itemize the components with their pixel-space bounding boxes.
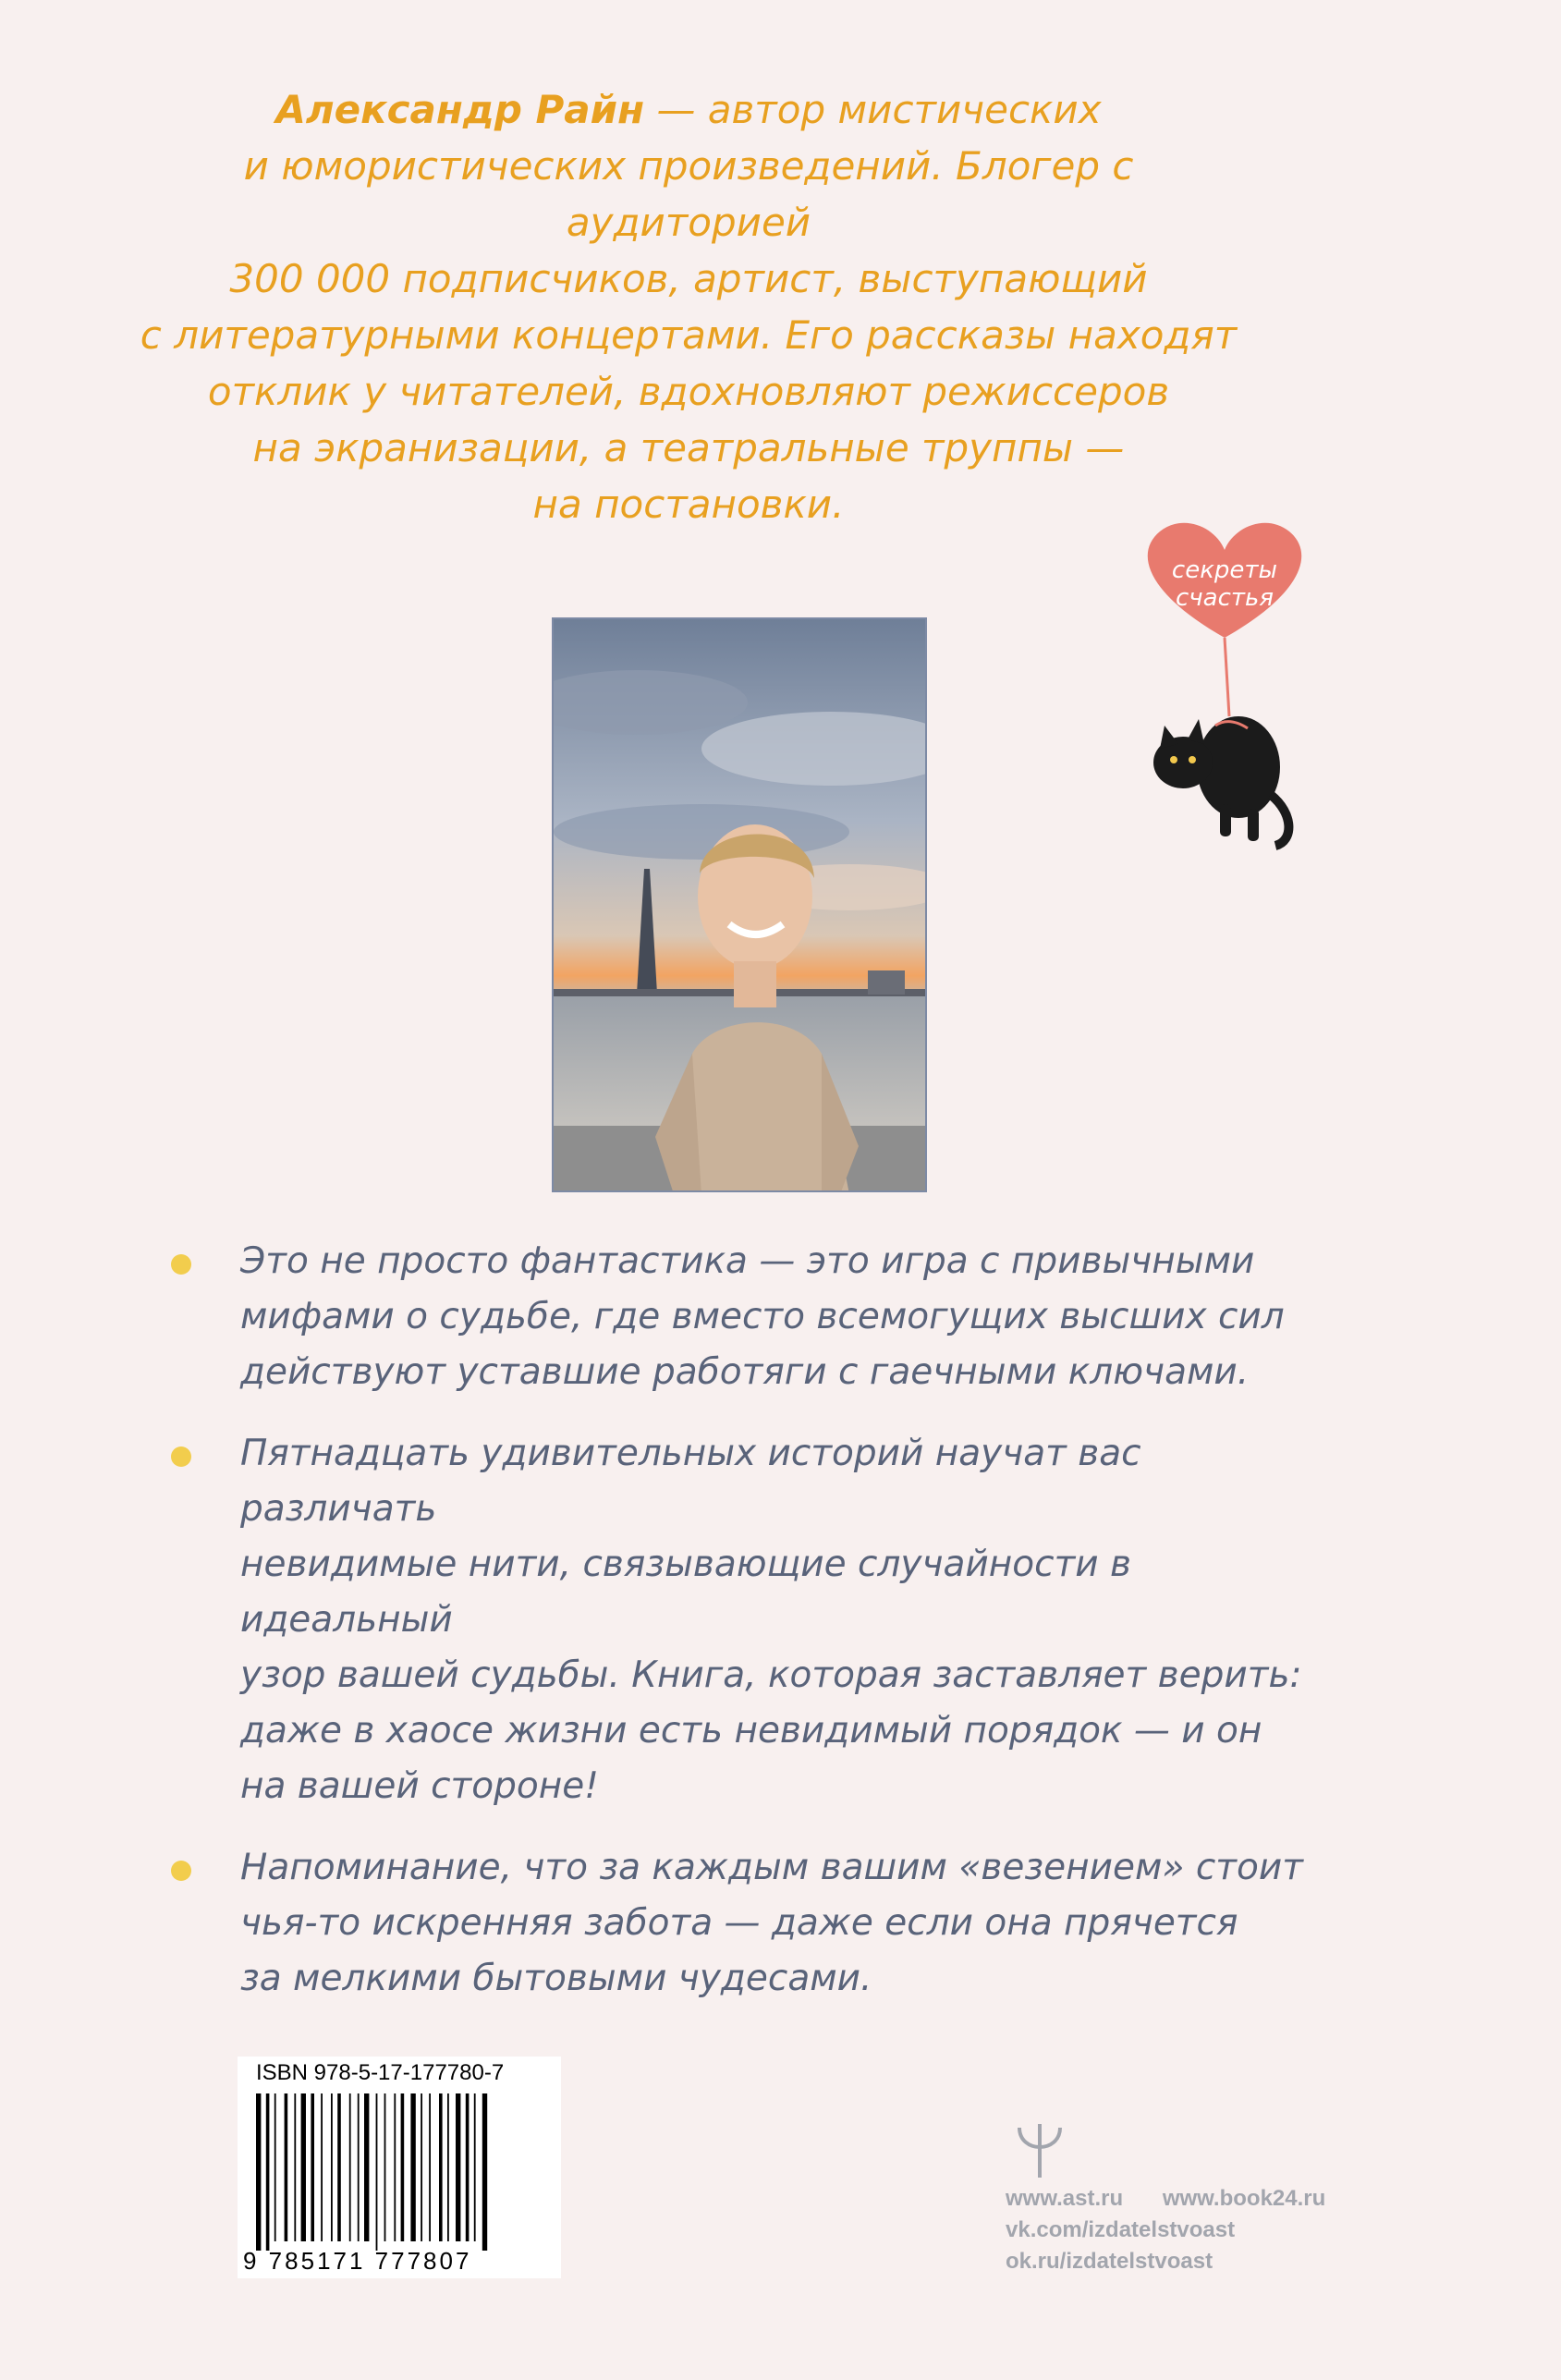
publisher-logo-icon xyxy=(1012,2117,1067,2181)
highlight-item-1: Это не просто фантастика — это игра с привычными мифами о судьбе, где вместо всемогущих высших сил действуют уставшие работяги с гаечными ключами. xyxy=(171,1234,1326,1400)
bullet-dot-icon xyxy=(171,1254,191,1275)
intro-line-0: Александр Райн — автор мистических xyxy=(275,87,1102,132)
isbn-label: ISBN 978-5-17-177780-7 xyxy=(256,2060,505,2085)
author-photo-image xyxy=(554,619,927,1192)
highlight-item-3: Напоминание, что за каждым вашим «везением» стоит чья-то искренняя забота — даже если она прячется за мелкими бытовыми чудесами. xyxy=(171,1840,1326,2007)
intro-line-5: на экранизации, а театральные труппы — xyxy=(252,425,1125,470)
link-vk[interactable]: vk.com/izdatelstvoast xyxy=(1006,2217,1236,2242)
intro-line-6: на постановки. xyxy=(532,482,845,527)
author-photo xyxy=(552,617,927,1192)
heart-text-line-1: секреты xyxy=(1171,556,1278,584)
highlight-item-2: Пятнадцать удивительных историй научат вас различать невидимые нити, связывающие случайности в идеальный узор вашей судьбы. Книга, которая заставляет верить: даже в хаосе жизни есть невидимый порядок — и он на вашей стороне! xyxy=(171,1426,1326,1814)
link-ok[interactable]: ok.ru/izdatelstvoast xyxy=(1006,2249,1213,2274)
link-book24[interactable]: www.book24.ru xyxy=(1162,2186,1326,2211)
publisher-links xyxy=(1006,2183,1394,2277)
heart-balloon-cat-illustration xyxy=(1132,518,1317,850)
link-ast[interactable]: www.ast.ru xyxy=(1006,2186,1124,2211)
bullet-dot-icon xyxy=(171,1446,191,1467)
author-intro xyxy=(139,81,1238,532)
bullet-dot-icon xyxy=(171,1861,191,1881)
intro-line-2: 300 000 подписчиков, артист, выступающий xyxy=(229,256,1148,301)
intro-line-1: и юмористических произведений. Блогер с аудиторией xyxy=(243,143,1134,245)
book-highlights-list xyxy=(171,1234,1326,2032)
intro-line-4: отклик у читателей, вдохновляют режиссеров xyxy=(207,369,1170,414)
intro-line-3: с литературными концертами. Его рассказы находят xyxy=(140,312,1238,358)
heart-text-line-2: счастья xyxy=(1176,584,1274,612)
barcode-icon xyxy=(256,2093,543,2251)
isbn-digits: 9 785171 777807 xyxy=(243,2247,472,2275)
author-name: Александр Райн xyxy=(275,87,645,132)
isbn-barcode xyxy=(238,2057,561,2278)
